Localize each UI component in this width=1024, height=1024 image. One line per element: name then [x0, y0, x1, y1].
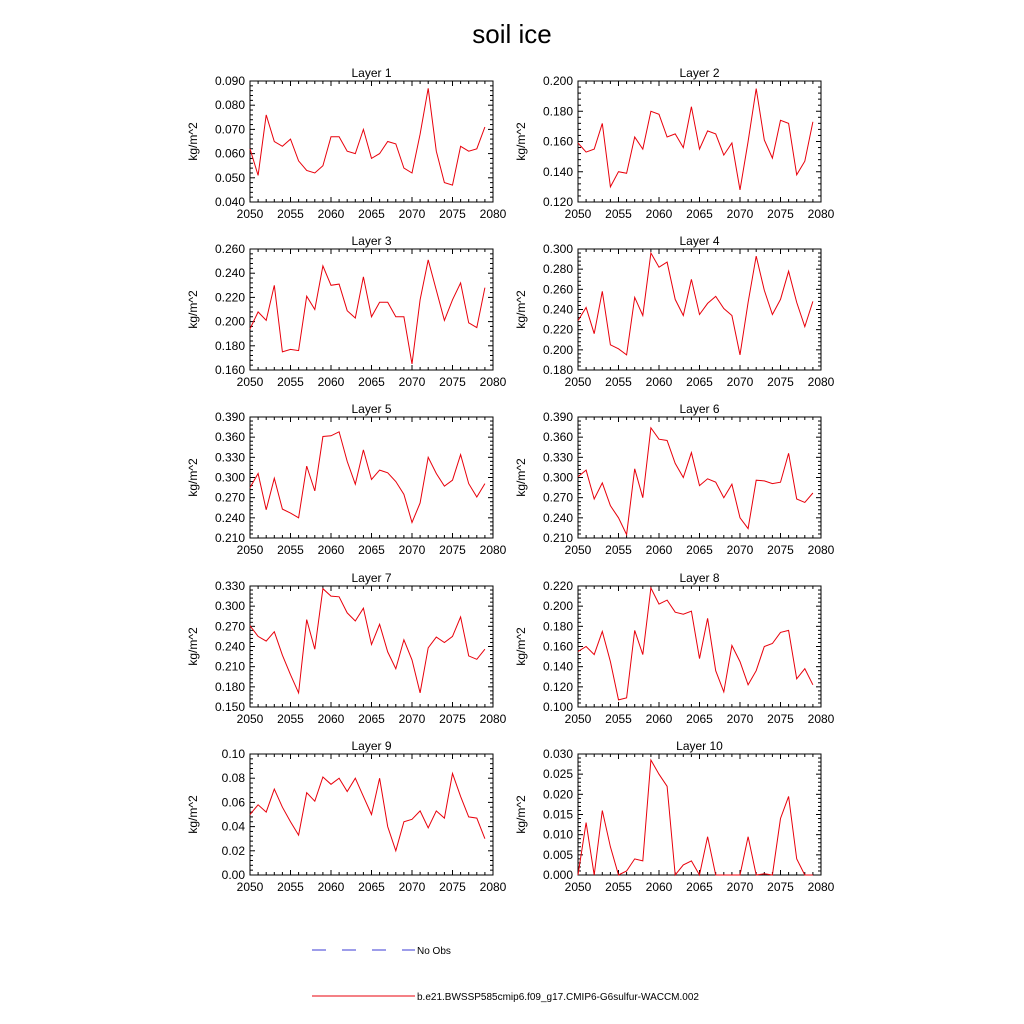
series-line	[250, 589, 485, 693]
series-line	[578, 89, 813, 190]
y-axis-label: kg/m^2	[514, 795, 528, 834]
panel-9	[186, 739, 507, 894]
x-tick-label: 2080	[479, 207, 507, 221]
y-tick-label: 0.120	[542, 195, 573, 209]
y-tick-label: 0.200	[542, 74, 573, 88]
x-tick-label: 2080	[479, 543, 507, 557]
y-tick-label: 0.220	[542, 322, 573, 337]
x-tick-label: 2070	[726, 375, 754, 389]
y-tick-label: 0.300	[542, 470, 573, 485]
x-tick-label: 2080	[807, 375, 835, 389]
y-tick-label: 0.010	[542, 827, 573, 842]
x-tick-label: 2075	[439, 207, 466, 221]
panel-title: Layer 5	[351, 402, 392, 416]
y-tick-label: 0.180	[542, 619, 573, 634]
x-tick-label: 2070	[726, 543, 754, 557]
plot-frame	[578, 81, 821, 202]
y-tick-label: 0.025	[542, 767, 573, 782]
x-tick-label: 2070	[398, 375, 426, 389]
y-tick-label: 0.050	[214, 170, 245, 185]
x-tick-label: 2060	[645, 543, 673, 557]
y-tick-label: 0.180	[542, 363, 573, 377]
plot-frame	[578, 586, 821, 707]
y-tick-label: 0.240	[214, 639, 245, 654]
x-tick-label: 2050	[564, 712, 592, 726]
x-tick-label: 2065	[686, 207, 713, 221]
panel-title: Layer 4	[679, 234, 720, 248]
x-tick-label: 2055	[277, 375, 304, 389]
x-tick-label: 2065	[358, 712, 385, 726]
x-tick-label: 2050	[564, 207, 592, 221]
y-tick-label: 0.330	[542, 450, 573, 465]
x-tick-label: 2050	[236, 543, 264, 557]
x-tick-label: 2055	[605, 880, 632, 894]
x-tick-label: 2060	[645, 712, 673, 726]
panel-7	[186, 571, 507, 726]
x-tick-label: 2075	[767, 207, 794, 221]
y-tick-label: 0.300	[542, 242, 573, 256]
y-tick-label: 0.200	[542, 599, 573, 614]
y-tick-label: 0.100	[542, 700, 573, 714]
panel-title: Layer 9	[351, 739, 392, 753]
y-tick-label: 0.240	[214, 266, 245, 281]
y-tick-label: 0.160	[214, 363, 245, 377]
series-line	[250, 260, 485, 364]
x-tick-label: 2060	[645, 375, 673, 389]
y-tick-label: 0.210	[214, 531, 245, 545]
y-tick-label: 0.180	[542, 104, 573, 119]
x-tick-label: 2075	[439, 880, 466, 894]
y-tick-label: 0.200	[542, 342, 573, 357]
y-tick-label: 0.160	[542, 639, 573, 654]
x-tick-label: 2080	[807, 880, 835, 894]
x-tick-label: 2075	[439, 712, 466, 726]
panel-1	[186, 66, 507, 221]
y-tick-label: 0.060	[214, 146, 245, 161]
y-axis-label: kg/m^2	[186, 290, 200, 329]
series-line	[578, 428, 813, 535]
y-tick-label: 0.120	[542, 679, 573, 694]
panel-title: Layer 1	[351, 66, 392, 80]
y-tick-label: 0.06	[221, 795, 245, 810]
series-line	[578, 588, 813, 700]
y-tick-label: 0.005	[542, 847, 573, 862]
x-tick-label: 2065	[358, 880, 385, 894]
x-tick-label: 2065	[686, 880, 713, 894]
legend-model-label: b.e21.BWSSP585cmip6.f09_g17.CMIP6-G6sulfur-WACCM.002	[417, 992, 699, 1003]
panel-title: Layer 10	[676, 739, 723, 753]
y-tick-label: 0.240	[542, 510, 573, 525]
x-tick-label: 2055	[605, 207, 632, 221]
legend	[312, 946, 699, 1003]
y-tick-label: 0.10	[221, 747, 245, 761]
x-tick-label: 2080	[807, 712, 835, 726]
y-tick-label: 0.180	[214, 679, 245, 694]
y-tick-label: 0.270	[214, 619, 245, 634]
x-tick-label: 2065	[686, 712, 713, 726]
y-axis-label: kg/m^2	[514, 122, 528, 161]
x-tick-label: 2050	[564, 375, 592, 389]
x-tick-label: 2080	[807, 207, 835, 221]
series-line	[578, 253, 813, 355]
plot-frame	[250, 81, 493, 202]
y-tick-label: 0.220	[214, 290, 245, 305]
y-tick-label: 0.140	[542, 659, 573, 674]
x-tick-label: 2075	[767, 375, 794, 389]
x-tick-label: 2060	[645, 207, 673, 221]
y-tick-label: 0.360	[214, 430, 245, 445]
x-tick-label: 2050	[236, 375, 264, 389]
y-tick-label: 0.210	[214, 659, 245, 674]
y-tick-label: 0.00	[221, 868, 245, 882]
y-axis-label: kg/m^2	[514, 458, 528, 497]
figure-title: soil ice	[472, 19, 552, 49]
x-tick-label: 2050	[236, 712, 264, 726]
x-tick-label: 2055	[277, 880, 304, 894]
y-tick-label: 0.02	[221, 843, 245, 858]
x-tick-label: 2070	[398, 880, 426, 894]
x-tick-label: 2080	[479, 712, 507, 726]
x-tick-label: 2080	[479, 880, 507, 894]
y-tick-label: 0.260	[542, 282, 573, 297]
x-tick-label: 2055	[605, 712, 632, 726]
panel-title: Layer 3	[351, 234, 392, 248]
series-line	[578, 760, 813, 875]
x-tick-label: 2075	[439, 543, 466, 557]
x-tick-label: 2065	[358, 543, 385, 557]
plot-frame	[250, 249, 493, 370]
x-tick-label: 2060	[317, 880, 345, 894]
y-tick-label: 0.090	[214, 74, 245, 88]
x-tick-label: 2065	[686, 543, 713, 557]
y-tick-label: 0.160	[542, 134, 573, 149]
x-tick-label: 2055	[277, 712, 304, 726]
x-tick-label: 2070	[726, 207, 754, 221]
x-tick-label: 2075	[439, 375, 466, 389]
series-line	[250, 432, 485, 523]
panel-2	[514, 66, 835, 221]
y-tick-label: 0.200	[214, 314, 245, 329]
x-tick-label: 2070	[398, 712, 426, 726]
panel-title: Layer 2	[679, 66, 720, 80]
panel-3	[186, 234, 507, 389]
y-tick-label: 0.150	[214, 700, 245, 714]
y-tick-label: 0.330	[214, 579, 245, 593]
y-tick-label: 0.030	[542, 747, 573, 761]
x-tick-label: 2065	[358, 207, 385, 221]
x-tick-label: 2060	[317, 207, 345, 221]
y-axis-label: kg/m^2	[186, 458, 200, 497]
plot-frame	[250, 417, 493, 538]
y-tick-label: 0.140	[542, 164, 573, 179]
x-tick-label: 2055	[277, 207, 304, 221]
panel-8	[514, 571, 835, 726]
plot-frame	[250, 586, 493, 707]
x-tick-label: 2055	[605, 543, 632, 557]
y-tick-label: 0.210	[542, 531, 573, 545]
y-tick-label: 0.390	[542, 410, 573, 424]
panel-6	[514, 402, 835, 557]
y-axis-label: kg/m^2	[186, 627, 200, 666]
series-line	[250, 88, 485, 185]
y-tick-label: 0.270	[542, 490, 573, 505]
x-tick-label: 2070	[398, 543, 426, 557]
y-tick-label: 0.240	[214, 510, 245, 525]
y-axis-label: kg/m^2	[514, 290, 528, 329]
x-tick-label: 2050	[564, 880, 592, 894]
x-tick-label: 2075	[767, 543, 794, 557]
y-tick-label: 0.020	[542, 787, 573, 802]
y-tick-label: 0.360	[542, 430, 573, 445]
x-tick-label: 2080	[807, 543, 835, 557]
y-tick-label: 0.000	[542, 868, 573, 882]
x-tick-label: 2050	[564, 543, 592, 557]
y-tick-label: 0.180	[214, 338, 245, 353]
y-tick-label: 0.04	[221, 819, 245, 834]
panel-title: Layer 7	[351, 571, 392, 585]
x-tick-label: 2080	[479, 375, 507, 389]
y-axis-label: kg/m^2	[186, 795, 200, 834]
x-tick-label: 2060	[645, 880, 673, 894]
panel-10	[514, 739, 835, 894]
series-line	[250, 773, 485, 850]
y-tick-label: 0.015	[542, 807, 573, 822]
panel-4	[514, 234, 835, 389]
y-tick-label: 0.040	[214, 195, 245, 209]
x-tick-label: 2075	[767, 880, 794, 894]
panels	[186, 66, 835, 894]
x-tick-label: 2075	[767, 712, 794, 726]
x-tick-label: 2070	[398, 207, 426, 221]
y-tick-label: 0.300	[214, 599, 245, 614]
y-tick-label: 0.280	[542, 262, 573, 277]
y-tick-label: 0.070	[214, 122, 245, 137]
plot-frame	[578, 249, 821, 370]
panel-title: Layer 6	[679, 402, 720, 416]
panel-5	[186, 402, 507, 557]
y-axis-label: kg/m^2	[186, 122, 200, 161]
y-tick-label: 0.080	[214, 98, 245, 113]
x-tick-label: 2065	[358, 375, 385, 389]
x-tick-label: 2050	[236, 207, 264, 221]
x-tick-label: 2050	[236, 880, 264, 894]
panel-title: Layer 8	[679, 571, 720, 585]
y-tick-label: 0.390	[214, 410, 245, 424]
y-tick-label: 0.240	[542, 302, 573, 317]
y-tick-label: 0.260	[214, 242, 245, 256]
legend-obs-label: No Obs	[417, 946, 451, 957]
plot-frame	[578, 754, 821, 875]
x-tick-label: 2065	[686, 375, 713, 389]
y-tick-label: 0.300	[214, 470, 245, 485]
x-tick-label: 2070	[726, 712, 754, 726]
plot-frame	[578, 417, 821, 538]
y-tick-label: 0.330	[214, 450, 245, 465]
x-tick-label: 2060	[317, 543, 345, 557]
y-axis-label: kg/m^2	[514, 627, 528, 666]
y-tick-label: 0.08	[221, 771, 245, 786]
x-tick-label: 2055	[277, 543, 304, 557]
x-tick-label: 2060	[317, 375, 345, 389]
x-tick-label: 2060	[317, 712, 345, 726]
y-tick-label: 0.270	[214, 490, 245, 505]
x-tick-label: 2070	[726, 880, 754, 894]
y-tick-label: 0.220	[542, 579, 573, 593]
x-tick-label: 2055	[605, 375, 632, 389]
